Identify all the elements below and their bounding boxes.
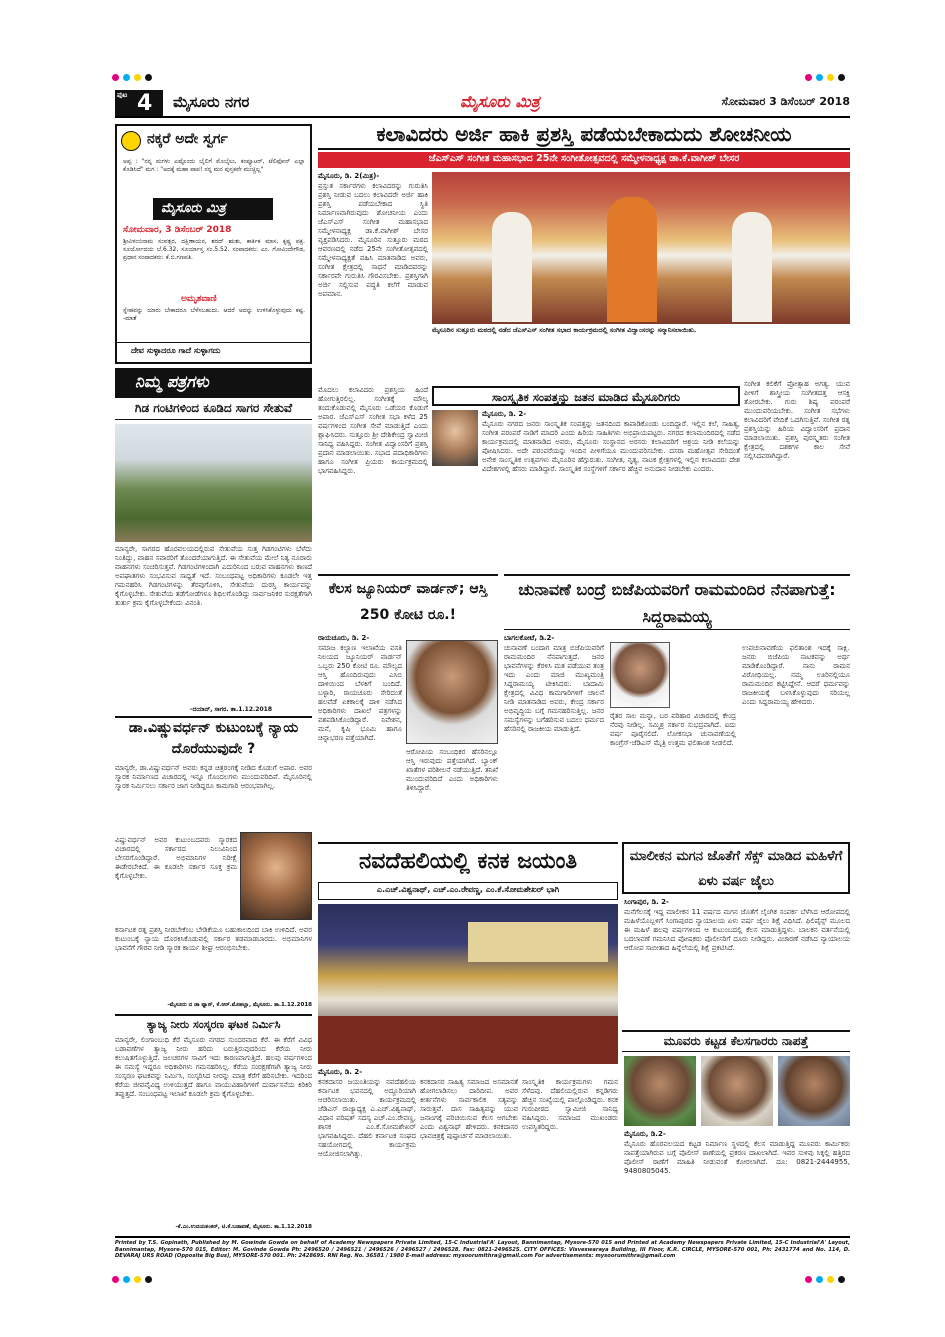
letter2-photo: [240, 832, 312, 920]
warden-photo: [406, 640, 498, 744]
lead-dateline: ಮೈಸೂರು, ಡಿ. 2(ಮಿತ್ರ)-: [318, 172, 380, 180]
header-rule: [115, 116, 850, 118]
siddaramaiah-dateline: ಬಾಗಲಕೋಟೆ, ಡಿ.2-: [504, 634, 555, 642]
letters-banner-text: ನಿಮ್ಮ ಪತ್ರಗಳು: [135, 372, 209, 391]
warden-body-right: ಆರೋಪಿಯ ಸಂಬಂಧಿಕರ ಹೆಸರಿನಲ್ಲೂ ಆಸ್ತಿ ಇರುವುದು ಪತ್ತೆಯಾಗಿದೆ. ಬ್ಯಾಂಕ್ ಖಾತೆಗಳ ಪರಿಶೀಲನೆ ನಡೆಯುತ್ತಿದೆ. ತನಿಖೆ ಮುಂದುವರಿದಿದೆ ಎಂದು ಅಧಿಕಾರಿಗಳು ತಿಳಿಸಿದ್ದಾರೆ.: [406, 748, 498, 792]
lead-caption: ಮೈಸೂರಿನ ಸುತ್ತೂರು ಮಠದಲ್ಲಿ ನಡೆದ ಜೆಎಸ್‌ಎಸ್ ಸಂಗೀತ ಸಭಾದ ಕಾರ್ಯಕ್ರಮದಲ್ಲಿ ಸಂಗೀತ ವಿದ್ವಾಂಸರನ್ನು ಸನ್ಮಾನಿಸಲಾಯಿತು.: [432, 326, 697, 334]
kanaka-photo: [318, 904, 618, 1064]
kanaka-dateline: ಮೈಸೂರು, ಡಿ. 2-: [318, 1068, 363, 1076]
nakkare-footer-text: ದೇವ ಸುಳ್ಳಾದರೂ ಗಾದೆ ಸುಳ್ಳಾಗದು: [131, 346, 221, 355]
nakkare-box: [115, 124, 312, 364]
amrutavani-text: ಸ್ನೇಹವನ್ನು ಯಾರು ಬೇಕಾದರೂ ಬೆಳೆಸಬಹುದು. ಆದರೆ ಅದನ್ನು ಉಳಿಸಿಕೊಳ್ಳುವುದು ಕಷ್ಟ. -ಮಾತೆ: [123, 307, 305, 322]
culture-headline: ಸಾಂಸ್ಕೃತಿಕ ಸಂಪತ್ತನ್ನು ಜತನ ಮಾಡಿದ ಮೈಸೂರಿಗರು: [432, 386, 740, 406]
letter2-headline: ಡಾ.ವಿಷ್ಣುವರ್ಧನ್ ಕುಟುಂಬಕ್ಕೆ ನ್ಯಾಯ ದೊರೆಯುವುದೇ ?: [115, 716, 312, 760]
kanaka-subhead: ಎ.ಎಚ್.ವಿಶ್ವನಾಥ್, ಎಚ್.ಎಂ.ರೇವಣ್ಣ, ಎಂ.ಕೆ.ಸೋಮಶೇಖರ್ ಭಾಗಿ: [376, 885, 560, 894]
letter1-signature: -ದಯಾನ್, ಸಾಗರ. ತಾ.1.12.2018: [190, 706, 273, 713]
nakkare-date: ಸೋಮವಾರ, 3 ಡಿಸೆಂಬರ್ 2018: [123, 225, 232, 235]
culture-body: ಮೈಸೂರು ನಗರದ ಜನರು ಸಾಂಸ್ಕೃತಿಕ ಸಂಪತ್ತನ್ನು ಜತನದಿಂದ ಕಾಪಾಡಿಕೊಂಡು ಬಂದಿದ್ದಾರೆ. ಇಲ್ಲಿನ ಕಲೆ, ಸಾಹಿತ್ಯ, ಸಂಗೀತ ಪರಂಪರೆ ನಾಡಿಗೆ ಮಾದರಿ ಎಂದು ಹಿರಿಯ ಸಾಹಿತಿಗಳು ಅಭಿಪ್ರಾಯಪಟ್ಟರು. ನಗರದ ಕಲಾಮಂದಿರದಲ್ಲಿ ನಡೆದ ಕಾರ್ಯಕ್ರಮದಲ್ಲಿ ಮಾತನಾಡಿದ ಅವರು, ಮೈಸೂರು ಸಂಸ್ಥಾನದ ಅರಸರು ಕಲಾವಿದರಿಗೆ ಆಶ್ರಯ ನೀಡಿ ಕಲೆಯನ್ನು ಪೋಷಿಸಿದರು. ಅದೇ ಪರಂಪರೆಯನ್ನು ಇಂದಿನ ಪೀಳಿಗೆಯೂ ಮುಂದುವರಿಸಬೇಕು. ದಸರಾ ಮಹೋತ್ಸವ ಸೇರಿದಂತೆ ಅನೇಕ ಸಾಂಸ್ಕೃತಿಕ ಉತ್ಸವಗಳು ಮೈಸೂರಿನ ಹೆಗ್ಗುರುತು. ಸಂಗೀತ, ನೃತ್ಯ, ನಾಟಕ ಕ್ಷೇತ್ರಗಳಲ್ಲಿ ಇಲ್ಲಿನ ಕಲಾವಿದರು ದೇಶ ವಿದೇಶಗಳಲ್ಲಿ ಹೆಸರು ಮಾಡಿದ್ದಾರೆ. ಸಾಂಸ್ಕೃತಿಕ ಸಂಸ್ಥೆಗಳಿಗೆ ಸರ್ಕಾರ ಹೆಚ್ಚಿನ ಅನುದಾನ ನೀಡಬೇಕು ಎಂದರು.: [482, 420, 740, 473]
nakkare-footer: [117, 342, 310, 362]
letters-banner: [115, 368, 312, 398]
lead-headline: ಕಲಾವಿದರು ಅರ್ಜಿ ಹಾಕಿ ಪ್ರಶಸ್ತಿ ಪಡೆಯಬೇಕಾದುದು ಶೋಚನೀಯ: [318, 120, 850, 150]
missing-dateline: ಮೈಸೂರು, ಡಿ.2-: [624, 1130, 666, 1138]
lead-photo-figure-left: [492, 212, 532, 322]
imprint-text: Printed by T.S. Gopinath, Published by M. Gowinde Gowda on behalf of Academy Newspapers Private Limited, 15-C Industrial'A' Layout, Bannimantap, Mysore-570 015 and Printed at Academy Newspapers Private Limited, 15-C Industrial'A' Layout, Bannimantap, Mysore-570 015, Editor: M. Govinde Gowda Ph: 2496520 / 2496521 / 2496526 / 2496527 / 2496528. Fax: 0821-2496525. CITY OFFICES: Visveswaraya Building, III Floor, K.R. CIRCLE, MYSORE-570 001, Ph: 2431774 and No. 114, D. DEVARAJ URS ROAD (Opposite Big Bus), MYSORE-570 001. Ph: 2428695. RNI Reg. No. 36581 / 1980 E-mail address: mysoorumithra@gmail.com For advertisements: mysoorumithra@gmail.com: [115, 1240, 850, 1259]
lead-body-col1: ಪ್ರಸ್ತುತ ಸರ್ಕಾರಗಳು ಕಲಾವಿದರನ್ನು ಗುರುತಿಸಿ ಪ್ರಶಸ್ತಿ ನೀಡುವ ಬದಲು ಕಲಾವಿದರೇ ಅರ್ಜಿ ಹಾಕಿ ಪ್ರಶಸ್ತಿ ಪಡೆಯಬೇಕಾದ ಸ್ಥಿತಿ ನಿರ್ಮಾಣವಾಗಿರುವುದು ಶೋಚನೀಯ ಎಂದು ಜೆಎಸ್‌ಎಸ್ ಸಂಗೀತ ಮಹಾಸಭಾದ ಸಮ್ಮೇಳನಾಧ್ಯಕ್ಷ ಡಾ.ಕೆ.ವಾಗೀಶ್ ಬೇಸರ ವ್ಯಕ್ತಪಡಿಸಿದರು. ಮೈಸೂರಿನ ಸುತ್ತೂರು ಮಠದ ಆವರಣದಲ್ಲಿ ನಡೆದ 25ನೇ ಸಂಗೀತೋತ್ಸವದಲ್ಲಿ ಸಮ್ಮೇಳನಾಧ್ಯಕ್ಷತೆ ವಹಿಸಿ ಮಾತನಾಡಿದ ಅವರು, ಸಂಗೀತ ಕ್ಷೇತ್ರದಲ್ಲಿ ಸಾಧನೆ ಮಾಡಿದವರನ್ನು ಸರ್ಕಾರವೇ ಗುರುತಿಸಿ ಗೌರವಿಸಬೇಕು. ಪ್ರಶಸ್ತಿಗಾಗಿ ಅರ್ಜಿ ಸಲ್ಲಿಸುವ ಪದ್ಧತಿ ಕಲೆಗೆ ಮಾಡುವ ಅಪಮಾನ.: [318, 182, 428, 298]
nakkare-masthead: [153, 198, 273, 220]
kanaka-photo-stage: [318, 1016, 618, 1064]
kanaka-body-col3: ಸಾಂಸ್ಕೃತಿಕ ಕಾರ್ಯಕ್ರಮಗಳು ಗಮನ ಸೆಳೆದವು. ದೆಹಲಿಯಲ್ಲಿರುವ ಕನ್ನಡಿಗರು ಹೆಚ್ಚಿನ ಸಂಖ್ಯೆಯಲ್ಲಿ ಪಾಲ್ಗೊಂಡಿದ್ದರು. ಕನಕ ಗುರುಪೀಠದ ಸ್ವಾಮೀಜಿ ಸಾನಿಧ್ಯ ವಹಿಸಿದ್ದರು. ಸಮಾಜದ ಮುಖಂಡರು ಉಪಸ್ಥಿತರಿದ್ದರು.: [522, 1078, 618, 1131]
siddaramaiah-headline: ಚುನಾವಣೆ ಬಂದ್ರೆ ಬಿಜೆಪಿಯವರಿಗೆ ರಾಮಮಂದಿರ ನೆನಪಾಗುತ್ತೆ: ಸಿದ್ದರಾಮಯ್ಯ: [504, 574, 850, 630]
page-label: ಪುಟ: [117, 91, 128, 99]
lead-subhead-bar: [318, 152, 850, 168]
letter1-headline: ಗಿಡ ಗಂಟಿಗಳಿಂದ ಕೂಡಿದ ಸಾಗರ ಸೇತುವೆ: [115, 400, 312, 420]
jail-body: ಮನೆಗೆಲಸಕ್ಕೆ ಇದ್ದ ಮಾಲೀಕನ 11 ವರ್ಷದ ಮಗನ ಜೊತೆಗೆ ಲೈಂಗಿಕ ಸಂಪರ್ಕ ಬೆಳೆಸಿದ ಆರೋಪದಲ್ಲಿ ಮಹಿಳೆಯೊಬ್ಬಳಿಗೆ ಸಿಂಗಾಪುರದ ನ್ಯಾಯಾಲಯ ಏಳು ವರ್ಷ ಜೈಲು ಶಿಕ್ಷೆ ವಿಧಿಸಿದೆ. ಫಿಲಿಪೈನ್ಸ್ ಮೂಲದ ಈ ಮಹಿಳೆ ಹಲವು ವರ್ಷಗಳಿಂದ ಆ ಕುಟುಂಬದಲ್ಲಿ ಕೆಲಸ ಮಾಡುತ್ತಿದ್ದಳು. ಬಾಲಕನ ವರ್ತನೆಯಲ್ಲಿ ಬದಲಾವಣೆ ಗಮನಿಸಿದ ಪೋಷಕರು ಪೊಲೀಸರಿಗೆ ದೂರು ನೀಡಿದ್ದರು. ವಿಚಾರಣೆ ನಡೆಸಿದ ನ್ಯಾಯಾಲಯ ಆರೋಪ ಸಾಬೀತಾದ ಹಿನ್ನೆಲೆಯಲ್ಲಿ ಶಿಕ್ಷೆ ಪ್ರಕಟಿಸಿದೆ.: [624, 908, 850, 952]
missing-photo-3: [778, 1056, 850, 1126]
warden-dateline: ರಾಯಚೂರು, ಡಿ. 2-: [318, 634, 370, 642]
page-number-box: [115, 90, 163, 116]
jail-headline: ಮಾಲೀಕನ ಮಗನ ಜೊತೆಗೆ ಸೆಕ್ಸ್ ಮಾಡಿದ ಮಹಿಳೆಗೆ ಏಳು ವರ್ಷ ಜೈಲು: [622, 842, 850, 894]
page-header: [115, 90, 850, 118]
masthead-logo: ಮೈಸೂರು ಮಿತ್ರ: [460, 92, 540, 111]
siddaramaiah-body-col1: ಚುನಾವಣೆ ಬಂದಾಗ ಮಾತ್ರ ಬಿಜೆಪಿಯವರಿಗೆ ರಾಮಮಂದಿರ ನೆನಪಾಗುತ್ತದೆ. ಜನರ ಭಾವನೆಗಳನ್ನು ಕೆರಳಿಸಿ ಮತ ಪಡೆಯುವ ತಂತ್ರ ಇದು ಎಂದು ಮಾಜಿ ಮುಖ್ಯಮಂತ್ರಿ ಸಿದ್ದರಾಮಯ್ಯ ಟೀಕಿಸಿದರು. ಬಾದಾಮಿ ಕ್ಷೇತ್ರದಲ್ಲಿ ವಿವಿಧ ಕಾಮಗಾರಿಗಳಿಗೆ ಚಾಲನೆ ನೀಡಿ ಮಾತನಾಡಿದ ಅವರು, ಕೇಂದ್ರ ಸರ್ಕಾರ ಅಭಿವೃದ್ಧಿಯ ಬಗ್ಗೆ ಗಮನಹರಿಸುತ್ತಿಲ್ಲ. ಜನರ ಸಮಸ್ಯೆಗಳನ್ನು ಬಗೆಹರಿಸುವ ಬದಲು ಧರ್ಮದ ಹೆಸರಿನಲ್ಲಿ ರಾಜಕೀಯ ಮಾಡುತ್ತಿದೆ.: [504, 644, 604, 733]
kanaka-headline: ನವದೆಹಲಿಯಲ್ಲಿ ಕನಕ ಜಯಂತಿ: [318, 842, 618, 880]
letter3-headline: ತ್ಯಾಜ್ಯ ನೀರು ಸಂಸ್ಕರಣ ಘಟಕ ನಿರ್ಮಿಸಿ: [115, 1014, 312, 1034]
letter3-body: ಮಾನ್ಯರೇ, ಲಿಂಗಾಂಬುಧಿ ಕೆರೆ ಮೈಸೂರು ನಗರದ ಸುಂದರವಾದ ಕೆರೆ. ಈ ಕೆರೆಗೆ ವಿವಿಧ ಬಡಾವಣೆಗಳ ತ್ಯಾಜ್ಯ ನೀರು ಹರಿದು ಬರುತ್ತಿರುವುದರಿಂದ ಕೆರೆಯ ನೀರು ಕಲುಷಿತಗೊಳ್ಳುತ್ತಿದೆ. ಜಲಚರಗಳ ಸಾವಿಗೆ ಇದು ಕಾರಣವಾಗುತ್ತಿದೆ. ಹಲವು ವರ್ಷಗಳಿಂದ ಈ ಸಮಸ್ಯೆ ಇದ್ದರೂ ಅಧಿಕಾರಿಗಳು ಗಮನಹರಿಸಿಲ್ಲ. ಕೆರೆಯ ಸಂರಕ್ಷಣೆಗಾಗಿ ತ್ಯಾಜ್ಯ ನೀರು ಸಂಸ್ಕರಣ ಘಟಕವನ್ನು ನಿರ್ಮಿಸಿ, ಸಂಸ್ಕರಿಸಿದ ನೀರನ್ನು ಮಾತ್ರ ಕೆರೆಗೆ ಹರಿಸಬೇಕು. ಇದರಿಂದ ಕೆರೆಯ ಜೀವವೈವಿಧ್ಯ ಉಳಿಯುತ್ತದೆ ಹಾಗೂ ವಾಯುವಿಹಾರಿಗಳಿಗೆ ದುರ್ವಾಸನೆಯ ಕಿರಿಕಿರಿ ತಪ್ಪುತ್ತದೆ. ಸಂಬಂಧಪಟ್ಟ ಇಲಾಖೆ ಕೂಡಲೇ ಕ್ರಮ ಕೈಗೊಳ್ಳಬೇಕು.: [115, 1036, 312, 1098]
warden-body-left: ಸಮಾಜ ಕಲ್ಯಾಣ ಇಲಾಖೆಯ ವಸತಿ ನಿಲಯದ ಜ್ಯೂನಿಯರ್ ವಾರ್ಡನ್ ಒಬ್ಬರು 250 ಕೋಟಿ ರೂ. ಮೌಲ್ಯದ ಆಸ್ತಿ ಹೊಂದಿರುವುದು ಎಸಿಬಿ ದಾಳಿಯಿಂದ ಬೆಳಕಿಗೆ ಬಂದಿದೆ. ಬಳ್ಳಾರಿ, ರಾಯಚೂರು ಸೇರಿದಂತೆ ಹಲವೆಡೆ ಏಕಕಾಲಕ್ಕೆ ದಾಳಿ ನಡೆಸಿದ ಅಧಿಕಾರಿಗಳು ದಾಖಲೆ ಪತ್ರಗಳನ್ನು ವಶಪಡಿಸಿಕೊಂಡಿದ್ದಾರೆ. ನಿವೇಶನ, ಮನೆ, ಕೃಷಿ ಭೂಮಿ ಹಾಗೂ ಚಿನ್ನಾಭರಣ ಪತ್ತೆಯಾಗಿದೆ.: [318, 644, 402, 742]
lead-body-col2: ಮೊದಲು ಕಲಾವಿದರು ಪ್ರಶಸ್ತಿಯ ಹಿಂದೆ ಹೋಗುತ್ತಿರಲಿಲ್ಲ. ಸಂಗೀತಕ್ಕೆ ಮೌಲ್ಯ ತಂದುಕೊಡುವಲ್ಲಿ ಮೈಸೂರು ಒಡೆಯರ ಕೊಡುಗೆ ಅಪಾರ. ಜೆಎಸ್‌ಎಸ್ ಸಂಗೀತ ಸಭಾ ಕಳೆದ 25 ವರ್ಷಗಳಿಂದ ಸಂಗೀತ ಸೇವೆ ಮಾಡುತ್ತಿದೆ ಎಂದು ಶ್ಲಾಘಿಸಿದರು. ಸುತ್ತೂರು ಶ್ರೀ ದೇಶಿಕೇಂದ್ರ ಸ್ವಾಮೀಜಿ ಸಾನಿಧ್ಯ ವಹಿಸಿದ್ದರು. ಸಂಗೀತ ವಿದ್ವಾಂಸರಿಗೆ ಪ್ರಶಸ್ತಿ ಪ್ರದಾನ ಮಾಡಲಾಯಿತು. ಸಭಾದ ಪದಾಧಿಕಾರಿಗಳು ಹಾಗೂ ಸಂಗೀತ ಪ್ರಿಯರು ಕಾರ್ಯಕ್ರಮದಲ್ಲಿ ಭಾಗವಹಿಸಿದ್ದರು.: [318, 386, 428, 475]
culture-photo: [432, 410, 478, 466]
registration-dots-top-left: [112, 66, 156, 85]
letter2-body-bottom: ಕರ್ನಾಟಕ ರತ್ನ ಪ್ರಶಸ್ತಿ ನೀಡಬೇಕೆಂಬ ಬೇಡಿಕೆಯೂ ಬಹುಕಾಲದಿಂದ ಬಾಕಿ ಉಳಿದಿದೆ. ಅವರ ಕುಟುಂಬಕ್ಕೆ ನ್ಯಾಯ ದೊರಕಿಸಿಕೊಡುವಲ್ಲಿ ಸರ್ಕಾರ ತಡಮಾಡಬಾರದು. ಅಭಿಮಾನಿಗಳ ಭಾವನೆಗೆ ಗೌರವ ನೀಡಿ ಸ್ಮಾರಕ ಕಾರ್ಯ ಶೀಘ್ರ ಆರಂಭಿಸಬೇಕು.: [115, 926, 312, 952]
lead-photo-figure-center: [607, 197, 657, 322]
imprint-rule: [115, 1236, 850, 1238]
kanaka-photo-banner: [468, 922, 608, 962]
lead-subhead: ಜೆಎಸ್‌ಎಸ್ ಸಂಗೀತ ಮಹಾಸಭಾದ 25ನೇ ಸಂಗೀತೋತ್ಸವದಲ್ಲಿ ಸಮ್ಮೇಳನಾಧ್ಯಕ್ಷ ಡಾ.ಕೆ.ವಾಗೀಶ್ ಬೇಸರ: [428, 153, 740, 164]
jail-dateline: ಸಿಂಗಾಪುರ, ಡಿ. 2-: [624, 898, 669, 906]
kanaka-body-col2: ಕನಕದಾಸರ ಸಾಹಿತ್ಯ ಸಮಾಜದ ಅಸಮಾನತೆ ಹೋಗಲಾಡಿಸಲು ದಾರಿದೀಪ. ಅವರ ಕೀರ್ತನೆಗಳು ಸಾರ್ವಕಾಲಿಕ ಸತ್ಯವನ್ನು ಸಾರುತ್ತವೆ. ದಾಸ ಸಾಹಿತ್ಯವನ್ನು ಯುವ ಜನಾಂಗಕ್ಕೆ ಪರಿಚಯಿಸುವ ಕೆಲಸ ಆಗಬೇಕು ಎಂದು ವಿಶ್ವನಾಥ್ ಹೇಳಿದರು. ಕನಕದಾಸರ ಭಾವಚಿತ್ರಕ್ಕೆ ಪುಷ್ಪಾರ್ಚನೆ ಮಾಡಲಾಯಿತು.: [420, 1078, 518, 1140]
nakkare-text: ಅಪ್ಪ : "ನನ್ನ ಮಗಳು ಎಷ್ಟೊಂದು ಬೈಲಿಗೆ ಮೊಬೈಲು, ಕಂಪ್ಯೂಟರ್, ಟೆಲಿಫೋನ್ ಎಲ್ಲಾ ಕೊಡಿಸಿದೆ" ಮಗ : "ಅದಕ್ಕೆ ಮಹಾ ಪಾಪ! ನನ್ನ ಮನ ಪುಸ್ತಕವೇ ಮುಚ್ಚಿಲ್ಲ": [123, 158, 305, 173]
letter2-body-top: ಮಾನ್ಯರೇ, ಡಾ.ವಿಷ್ಣುವರ್ಧನ್ ಅವರು ಕನ್ನಡ ಚಿತ್ರರಂಗಕ್ಕೆ ನೀಡಿದ ಕೊಡುಗೆ ಅಪಾರ. ಅವರ ಸ್ಮಾರಕ ನಿರ್ಮಾಣದ ವಿಚಾರದಲ್ಲಿ ಇನ್ನೂ ಗೊಂದಲಗಳು ಮುಂದುವರಿದಿವೆ. ಮೈಸೂರಿನಲ್ಲಿ ಸ್ಮಾರಕ ನಿರ್ಮಿಸಲು ಸರ್ಕಾರ ಜಾಗ ನೀಡಿದ್ದರೂ ಕಾಮಗಾರಿ ಆರಂಭವಾಗಿಲ್ಲ.: [115, 764, 312, 790]
panchanga-text: ಶ್ರೀವಿಳಂಬಿನಾಮ ಸಂವತ್ಸರ, ದಕ್ಷಿಣಾಯನ, ಶರದ್ ಋತು, ಕಾರ್ತಿಕ ಮಾಸ, ಕೃಷ್ಣ ಪಕ್ಷ. ಸೂರ್ಯೋದಯ ಬೆ.6.32, ಸೂರ್ಯಾಸ್ತ ಸಂ.5.52. ಸಂಪಾದಕರು: ಎಂ. ಗೋವಿಂದೇಗೌಡ, ಪ್ರಧಾನ ಸಂಪಾದಕರು: ಕೆ.ಬಿ.ಗಣಪತಿ.: [123, 238, 305, 261]
nakkare-masthead-text: ಮೈಸೂರು ಮಿತ್ರ: [161, 201, 226, 216]
siddaramaiah-body-col2: ರೈತರ ಸಾಲ ಮನ್ನಾ, ಬರ ಪರಿಹಾರ ವಿಚಾರದಲ್ಲಿ ಕೇಂದ್ರ ನೆರವು ನೀಡಿಲ್ಲ. ಸಮ್ಮಿಶ್ರ ಸರ್ಕಾರ ಸುಭದ್ರವಾಗಿದೆ. ಐದು ವರ್ಷ ಪೂರೈಸಲಿದೆ. ಲೋಕಸಭಾ ಚುನಾವಣೆಯಲ್ಲಿ ಕಾಂಗ್ರೆಸ್-ಜೆಡಿಎಸ್ ಮೈತ್ರಿ ಉತ್ತಮ ಫಲಿತಾಂಶ ನೀಡಲಿದೆ.: [610, 712, 736, 747]
laughing-face-icon: [121, 131, 141, 151]
missing-photo-1: [624, 1056, 696, 1126]
letter2-body-side: ವಿಷ್ಣುವರ್ಧನ್ ಅವರ ಕುಟುಂಬದವರು ಸ್ಮಾರಕದ ವಿಚಾರದಲ್ಲಿ ಸರ್ಕಾರದ ನಿಲುವಿನಿಂದ ಬೇಸರಗೊಂಡಿದ್ದಾರೆ. ಅಭಿಮಾನಿಗಳ ನಿರೀಕ್ಷೆ ಈಡೇರಬೇಕಿದೆ. ಈ ಕೂಡಲೇ ಸರ್ಕಾರ ಸೂಕ್ತ ಕ್ರಮ ಕೈಗೊಳ್ಳಬೇಕು.: [115, 836, 237, 880]
siddaramaiah-body-col3: ಉಪಚುನಾವಣೆಯ ಫಲಿತಾಂಶ ಇದಕ್ಕೆ ಸಾಕ್ಷಿ. ಜನರು ಬಿಜೆಪಿಯ ನಾಟಕವನ್ನು ಅರ್ಥ ಮಾಡಿಕೊಂಡಿದ್ದಾರೆ. ನಾನು ರಾಮನ ವಿರೋಧಿಯಲ್ಲ. ನಮ್ಮ ಊರಿನಲ್ಲಿಯೂ ರಾಮಮಂದಿರ ಕಟ್ಟಿಸಿದ್ದೇನೆ. ಆದರೆ ಧರ್ಮವನ್ನು ರಾಜಕೀಯಕ್ಕೆ ಬಳಸಿಕೊಳ್ಳುವುದು ಸರಿಯಲ್ಲ ಎಂದು ಸಿದ್ದರಾಮಯ್ಯ ಹೇಳಿದರು.: [742, 644, 850, 706]
lead-body-col5: ಸಂಗೀತ ಕಲಿಕೆಗೆ ಪ್ರೋತ್ಸಾಹ ಅಗತ್ಯ. ಯುವ ಪೀಳಿಗೆ ಶಾಸ್ತ್ರೀಯ ಸಂಗೀತದತ್ತ ಆಸಕ್ತಿ ತೋರಬೇಕು. ಗುರು ಶಿಷ್ಯ ಪರಂಪರೆ ಮುಂದುವರಿಯಬೇಕು. ಸಂಗೀತ ಸಭೆಗಳು ಕಲಾವಿದರಿಗೆ ವೇದಿಕೆ ಒದಗಿಸುತ್ತಿವೆ. ಸಂಗೀತ ರತ್ನ ಪ್ರಶಸ್ತಿಯನ್ನು ಹಿರಿಯ ವಿದ್ವಾಂಸರಿಗೆ ಪ್ರದಾನ ಮಾಡಲಾಯಿತು. ಪ್ರಶಸ್ತಿ ಪುರಸ್ಕೃತರು ಸಂಗೀತ ಕ್ಷೇತ್ರದಲ್ಲಿ ದಶಕಗಳ ಕಾಲ ಸೇವೆ ಸಲ್ಲಿಸಿದವರಾಗಿದ್ದಾರೆ.: [744, 380, 850, 460]
letter2-signature: -ಮೈಸೂರು ದ ಡಾ ಫ್ಯಾನ್, ಕೆ.ಆರ್.ಮೊಹಲ್ಲಾ, ಮೈಸೂರು. ತಾ.1.12.2018: [167, 1002, 312, 1008]
registration-dots-bottom-left: [112, 1268, 156, 1287]
letter1-photo: [115, 424, 312, 542]
kanaka-subhead-bar: [318, 882, 618, 900]
siddaramaiah-photo: [610, 642, 670, 708]
page-number: 4: [137, 91, 153, 116]
missing-body: ಮೈಸೂರು ಹೊರವಲಯದ ಕಟ್ಟಡ ನಿರ್ಮಾಣ ಸ್ಥಳದಲ್ಲಿ ಕೆಲಸ ಮಾಡುತ್ತಿದ್ದ ಮೂವರು ಕಾರ್ಮಿಕರು ನಾಪತ್ತೆಯಾಗಿರುವ ಬಗ್ಗೆ ಪೊಲೀಸ್ ಠಾಣೆಯಲ್ಲಿ ಪ್ರಕರಣ ದಾಖಲಾಗಿದೆ. ಇವರ ಸುಳಿವು ಸಿಕ್ಕಲ್ಲಿ ಹತ್ತಿರದ ಪೊಲೀಸ್ ಠಾಣೆಗೆ ಮಾಹಿತಿ ನೀಡುವಂತೆ ಕೋರಲಾಗಿದೆ. ದೂ: 0821-2444955, 9480805045.: [624, 1140, 850, 1175]
culture-dateline: ಮೈಸೂರು, ಡಿ. 2-: [482, 410, 527, 418]
header-date: ಸೋಮವಾರ 3 ಡಿಸೆಂಬರ್ 2018: [721, 95, 850, 108]
lead-photo: [432, 172, 850, 324]
missing-photo-2: [701, 1056, 773, 1126]
registration-dots-top-right: [805, 66, 849, 85]
section-title: ಮೈಸೂರು ನಗರ: [173, 93, 250, 111]
letter3-signature: -ಕೆ.ಎಂ.ಉದಯಶಂಕರ್, ಟಿ.ಕೆ.ಬಡಾವಣೆ, ಮೈಸೂರು. ತಾ.1.12.2018: [175, 1224, 312, 1230]
lead-photo-figure-right: [732, 212, 772, 322]
registration-dots-bottom-right: [805, 1268, 849, 1287]
kanaka-body-col1: ಕನಕದಾಸರ ಜಯಂತಿಯನ್ನು ನವದೆಹಲಿಯ ಕರ್ನಾಟಕ ಭವನದಲ್ಲಿ ಅದ್ದೂರಿಯಾಗಿ ಆಚರಿಸಲಾಯಿತು. ಕಾರ್ಯಕ್ರಮದಲ್ಲಿ ಜೆಡಿಎಸ್ ರಾಜ್ಯಾಧ್ಯಕ್ಷ ಎ.ಎಚ್.ವಿಶ್ವನಾಥ್, ವಿಧಾನ ಪರಿಷತ್ ಸದಸ್ಯ ಎಚ್.ಎಂ.ರೇವಣ್ಣ, ಶಾಸಕ ಎಂ.ಕೆ.ಸೋಮಶೇಖರ್ ಭಾಗವಹಿಸಿದ್ದರು. ದೆಹಲಿ ಕರ್ನಾಟಕ ಸಂಘದ ಸಹಯೋಗದಲ್ಲಿ ಕಾರ್ಯಕ್ರಮ ಆಯೋಜಿಸಲಾಗಿತ್ತು.: [318, 1078, 416, 1158]
missing-headline: ಮೂವರು ಕಟ್ಟಡ ಕೆಲಸಗಾರರು ನಾಪತ್ತೆ: [622, 1030, 850, 1052]
letter1-body: ಮಾನ್ಯರೇ, ಸಾಗರದ ಹೊರವಲಯದಲ್ಲಿರುವ ಸೇತುವೆಯ ಸುತ್ತ ಗಿಡಗಂಟಿಗಳು ಬೆಳೆದು ನಿಂತಿದ್ದು, ವಾಹನ ಸವಾರರಿಗೆ ತೊಂದರೆಯಾಗುತ್ತಿದೆ. ಈ ಸೇತುವೆಯ ಮೇಲೆ ನಿತ್ಯ ನೂರಾರು ವಾಹನಗಳು ಸಂಚರಿಸುತ್ತವೆ. ಗಿಡಗಂಟಿಗಳಿಂದಾಗಿ ಎದುರಿನಿಂದ ಬರುವ ವಾಹನಗಳು ಕಾಣದೆ ಅಪಘಾತಗಳು ಸಂಭವಿಸುವ ಸಾಧ್ಯತೆ ಇದೆ. ಸಂಬಂಧಪಟ್ಟ ಅಧಿಕಾರಿಗಳು ಕೂಡಲೇ ಇತ್ತ ಗಮನಹರಿಸಿ ಗಿಡಗಂಟಿಗಳನ್ನು ತೆರವುಗೊಳಿಸಿ, ಸೇತುವೆಯ ದುರಸ್ತಿ ಕಾರ್ಯವನ್ನು ಕೈಗೊಳ್ಳಬೇಕು. ಸೇತುವೆಯ ತಡೆಗೋಡೆಗಳೂ ಶಿಥಿಲಗೊಂಡಿದ್ದು ಸಾರ್ವಜನಿಕರ ಸುರಕ್ಷತೆಗಾಗಿ ತುರ್ತು ಕ್ರಮ ಕೈಗೊಳ್ಳಬೇಕೆಂದು ವಿನಂತಿ.: [115, 545, 312, 607]
amrutavani-label: ಅಮೃತವಾಣಿ: [181, 294, 217, 304]
warden-headline: ಕೆಲಸ ಜ್ಯೂನಿಯರ್ ವಾರ್ಡನ್; ಆಸ್ತಿ 250 ಕೋಟಿ ರೂ.!: [318, 574, 498, 630]
nakkare-title: ನಕ್ಕರೆ ಅದೇ ಸ್ವರ್ಗ: [147, 131, 228, 147]
